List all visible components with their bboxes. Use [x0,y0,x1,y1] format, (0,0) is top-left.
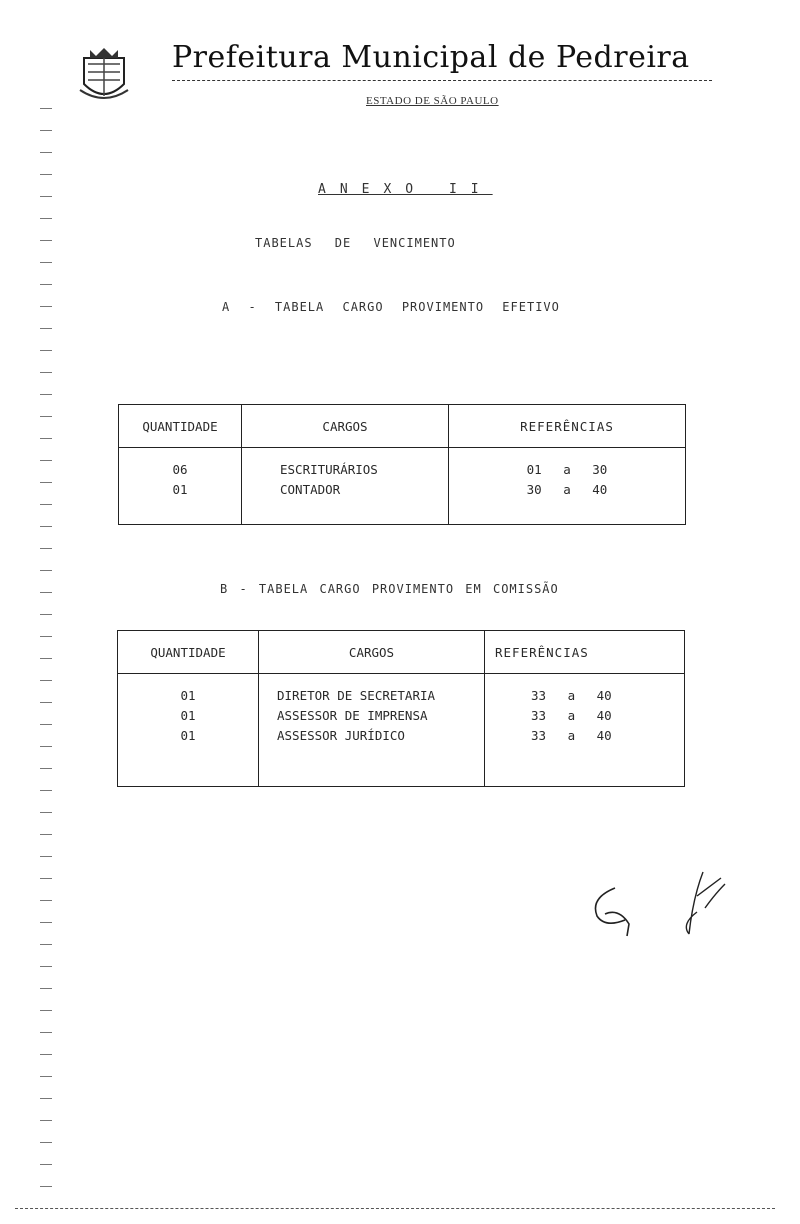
handwritten-signature [585,868,735,948]
margin-marks [40,90,52,1190]
section-a-title: A - TABELA CARGO PROVIMENTO EFETIVO [222,300,560,314]
cargo-cell: ASSESSOR JURÍDICO [277,728,405,743]
column-header-cargos: CARGOS [242,405,449,448]
ref-cell: 33 a 40 [531,708,612,723]
org-name: Prefeitura Municipal de Pedreira [172,40,690,75]
table-cargo-comissao [117,630,685,787]
column-header-quantidade: QUANTIDADE [118,631,259,674]
qty-cell: 01 [172,482,188,497]
ref-cell: 30 a 40 [526,482,608,497]
header-divider [172,80,712,81]
coat-of-arms-icon [78,44,130,104]
cargo-cell: ASSESSOR DE IMPRENSA [277,708,428,723]
column-header-referencias: REFERÊNCIAS [449,405,686,448]
table-header-row [118,631,685,674]
column-header-quantidade: QUANTIDADE [119,405,242,448]
qty-cell: 06 [172,462,188,477]
cargo-cell: DIRETOR DE SECRETARIA [277,688,436,703]
table-body [118,674,685,787]
column-header-referencias: REFERÊNCIAS [485,631,685,674]
table-cargo-efetivo [118,404,686,525]
qty-cell: 01 [180,688,196,703]
ref-cell: 33 a 40 [531,728,612,743]
qty-cell: 01 [180,708,196,723]
cargo-cell: CONTADOR [280,482,341,497]
annex-title: ANEXO II [318,182,493,197]
column-header-cargos: CARGOS [259,631,485,674]
qty-cell: 01 [180,728,196,743]
org-subtitle: ESTADO DE SÃO PAULO [366,95,499,107]
document-subtitle: TABELAS DE VENCIMENTO [255,236,456,250]
section-b-title: B - TABELA CARGO PROVIMENTO EM COMISSÃO [220,582,559,596]
cargo-cell: ESCRITURÁRIOS [280,462,378,477]
table-header-row [119,405,686,448]
table-body [119,448,686,525]
footer-divider [15,1208,775,1209]
ref-cell: 33 a 40 [531,688,612,703]
ref-cell: 01 a 30 [526,462,608,477]
